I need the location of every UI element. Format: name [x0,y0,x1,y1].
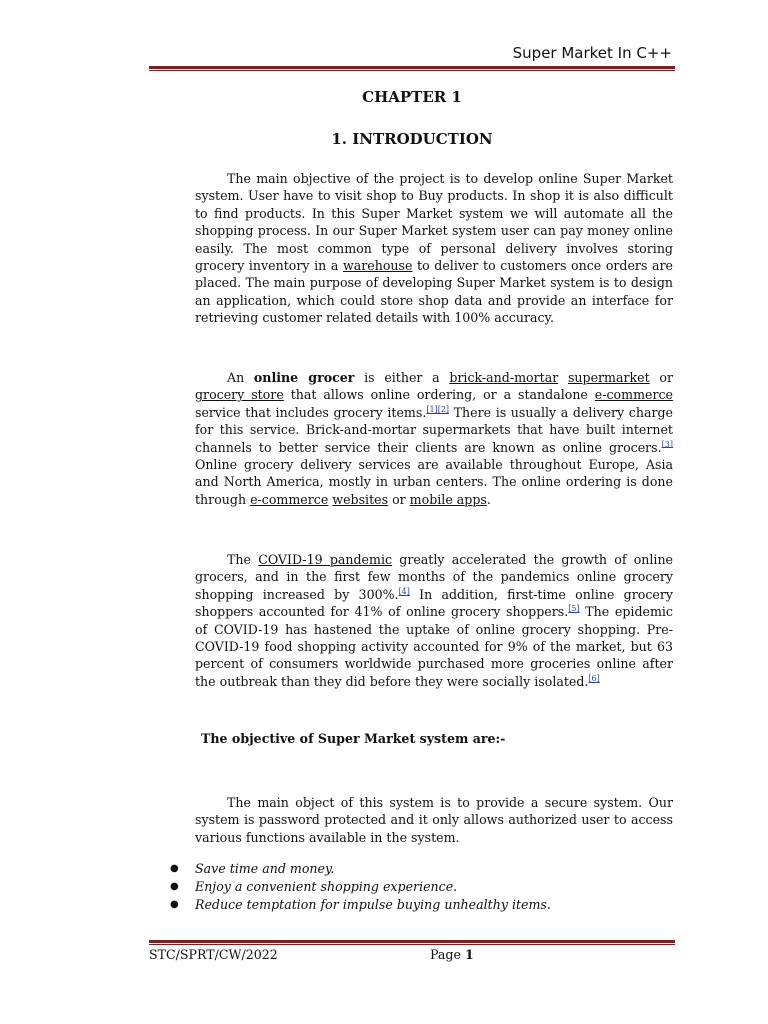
bullet-icon: ● [170,899,179,910]
text: service that includes grocery items. [195,404,427,420]
bullet-icon: ● [170,881,179,892]
text: or [649,370,673,385]
chapter-label: CHAPTER 1 [362,88,462,106]
paragraph-objective: The main object of this system is to provide a secure system. Our system is password protected and it only allows authorized user to access various functions available in the system. [195,795,673,845]
text: to deliver to customers once orders are placed. The main purpose of developing Super Market system is to design an application, which could store shop data and provide an interface for retrieving customer related details with 100% accuracy. [195,258,673,326]
link-warehouse[interactable]: warehouse [342,258,413,274]
bullet-text: Reduce temptation for impulse buying unhealthy items. [195,897,551,912]
list-item [170,878,551,896]
citation-1-2[interactable]: [1][2] [426,404,450,414]
page-label: Page [430,947,461,962]
citation-3[interactable]: [3] [661,439,673,449]
footer-code: STC/SPRT/CW/2022 [149,947,278,962]
paragraph-online-grocer [195,369,673,508]
list-item [170,896,551,914]
text: or [388,491,410,507]
link-e-commerce-2[interactable]: e-commerce [250,491,329,507]
header-title: Super Market In C++ [512,44,672,62]
bullet-text: Enjoy a convenient shopping experience. [195,879,458,894]
citation-4[interactable]: [4] [398,586,410,596]
citation-6[interactable]: [6] [588,673,600,683]
objective-heading: The objective of Super Market system are:- [201,731,506,746]
footer-divider [149,940,675,945]
list-item [170,860,551,878]
footer-page [430,947,474,962]
page-number: 1 [464,947,474,962]
link-supermarket[interactable]: supermarket [567,370,650,385]
text: There is usually a delivery charge for this service. Brick-and-mortar supermarkets that have built internet channels to better service their clients are known as online grocers. [195,404,673,455]
link-grocery-store[interactable]: grocery store [195,387,284,403]
text: that allows online ordering, or a standalone [283,387,595,403]
paragraph-covid [195,551,673,690]
citation-5[interactable]: [5] [568,604,580,614]
link-mobile-apps[interactable]: mobile apps [409,491,487,507]
bullet-icon: ● [170,863,179,874]
link-covid-19-pandemic[interactable]: COVID-19 pandemic [258,552,393,567]
header-divider [149,66,675,71]
section-heading: 1. INTRODUCTION [331,130,493,148]
text: is either a [354,370,450,385]
link-e-commerce[interactable]: e-commerce [594,387,674,403]
link-brick-and-mortar[interactable]: brick-and-mortar [449,370,559,385]
text: The epidemic of COVID-19 has hastened the uptake of online grocery shopping. Pre-COVID-19 food shopping activity accounted for 9% of the market, but 63 percent of consumers worldwide purchased more groceries online after the outbreak than they did before they were socially isolated. [195,604,673,689]
text: Online grocery delivery services are available throughout Europe, Asia and North America, mostly in urban centers. The online ordering is done through [195,457,673,507]
text: greatly accelerated the growth of online grocers, and in the first few months of the pandemics online grocery shopping increased by 300%. [195,552,674,602]
text: The [227,552,259,567]
bold-term: online grocer [253,370,355,385]
link-websites[interactable]: websites [332,491,389,507]
paragraph-intro [195,170,673,327]
text [558,370,568,385]
text: An [227,370,254,385]
objective-bullet-list [170,860,551,914]
text: . [486,491,491,507]
text: In addition, first-time online grocery shoppers accounted for 41% of online grocery shoppers. [195,586,673,620]
text: The main objective of the project is to develop online Super Market system. User have to visit shop to Buy products. In shop it is also difficult to find products. In this Super Market system we will automate all the shopping process. In our Super Market system user can pay money online easily. The most common type of personal delivery involves storing grocery inventory in a [195,171,673,274]
bullet-text: Save time and money. [195,861,335,876]
